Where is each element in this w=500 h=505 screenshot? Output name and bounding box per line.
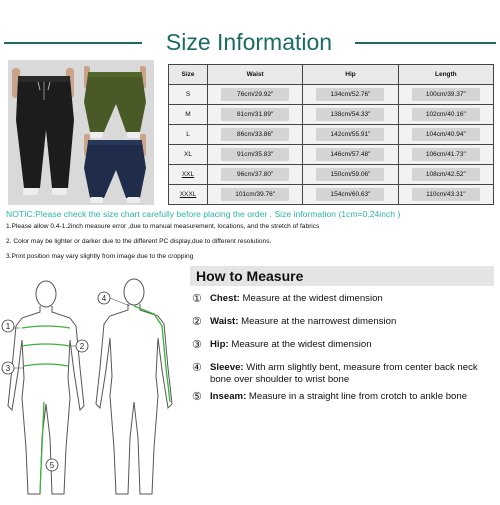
step-text [210, 339, 494, 351]
length-cell [398, 105, 493, 125]
svg-text:3: 3 [5, 364, 11, 373]
marker-1-icon [2, 320, 14, 332]
table-row [169, 125, 494, 145]
step-label: Chest: [210, 293, 240, 304]
waist-value: 76cm/29.92" [221, 88, 289, 101]
header-hip: Hip [303, 65, 398, 85]
hip-value: 150cm/59.06" [316, 168, 384, 181]
svg-text:2: 2 [79, 342, 85, 351]
hip-cell [303, 125, 398, 145]
step-label: Inseam: [210, 391, 247, 402]
note-measure-error: 1.Please allow 0.4-1.2inch measure error ,due to manual measurement, locations, and the stretch of fabrics [6, 223, 320, 230]
marker-2-icon [76, 340, 88, 352]
step-number: ⑤ [192, 391, 202, 403]
note-color: 2. Color may be lighter or darker due to the different PC display,due to different resolutions. [6, 238, 272, 245]
waist-value: 81cm/31.89" [221, 108, 289, 121]
header-waist: Waist [208, 65, 303, 85]
step-description: Measure in a straight line from crotch to ankle bone [246, 391, 468, 402]
step-description: Measure at the widest dimension [228, 339, 372, 350]
step-number: ② [192, 316, 202, 328]
back-body-figure [96, 279, 172, 494]
header-length: Length [398, 65, 493, 85]
table-row [169, 185, 494, 205]
waist-cell [208, 125, 303, 145]
step-label: Waist: [210, 316, 239, 327]
marker-3-icon [2, 362, 14, 374]
hip-cell [303, 165, 398, 185]
length-cell [398, 165, 493, 185]
svg-text:5: 5 [49, 461, 55, 470]
size-cell: XXXL [169, 185, 208, 205]
svg-text:4: 4 [101, 294, 107, 303]
waist-cell [208, 165, 303, 185]
title-divider-left [4, 42, 142, 44]
marker-4-icon [98, 292, 110, 304]
product-photo [8, 60, 154, 205]
length-cell [398, 145, 493, 165]
step-text [210, 316, 494, 328]
step-label: Hip: [210, 339, 229, 350]
length-value: 104cm/40.94" [412, 128, 480, 141]
hip-value: 154cm/60.63" [316, 188, 384, 201]
step-number: ③ [192, 339, 202, 351]
how-to-measure-title: How to Measure [196, 268, 304, 284]
waist-cell [208, 145, 303, 165]
length-value: 108cm/42.52" [412, 168, 480, 181]
step-number: ④ [192, 362, 202, 374]
length-cell [398, 125, 493, 145]
waist-cell [208, 185, 303, 205]
hip-value: 134cm/52.76" [316, 88, 384, 101]
step-description: Measure at the widest dimension [239, 293, 383, 304]
length-cell [398, 85, 493, 105]
waist-value: 96cm/37.80" [221, 168, 289, 181]
note-print-position: 3.Print position may vary slightly from image due to the cropping [6, 253, 194, 260]
waist-value: 101cm/39.76" [221, 188, 289, 201]
hip-cell [303, 85, 398, 105]
table-row [169, 145, 494, 165]
hip-cell [303, 105, 398, 125]
hip-value: 142cm/55.91" [316, 128, 384, 141]
length-value: 106cm/41.73" [412, 148, 480, 161]
size-cell: L [169, 125, 208, 145]
size-table [168, 64, 494, 205]
hip-cell [303, 185, 398, 205]
page-title: Size Information [165, 29, 333, 55]
waist-cell [208, 85, 303, 105]
step-text [210, 293, 494, 305]
length-value: 102cm/40.16" [412, 108, 480, 121]
size-cell: XL [169, 145, 208, 165]
table-row [169, 85, 494, 105]
step-description: Measure at the narrowest dimension [238, 316, 397, 327]
step-text [210, 391, 494, 403]
how-to-measure-header [190, 266, 494, 286]
length-value: 110cm/43.31" [412, 188, 480, 201]
measure-figures [0, 268, 180, 500]
step-description: With arm slightly bent, measure from center back neck bone over shoulder to wrist bone [210, 362, 478, 385]
length-value: 100cm/39.37" [412, 88, 480, 101]
marker-5-icon [46, 459, 58, 471]
title-divider-right [355, 42, 496, 44]
table-row [169, 105, 494, 125]
svg-text:1: 1 [5, 322, 11, 331]
step-label: Sleeve: [210, 362, 244, 373]
waist-value: 91cm/35.83" [221, 148, 289, 161]
header-size: Size [169, 65, 208, 85]
step-text [210, 362, 494, 386]
size-cell: M [169, 105, 208, 125]
size-cell: S [169, 85, 208, 105]
hip-value: 146cm/57.48" [316, 148, 384, 161]
hip-cell [303, 145, 398, 165]
hip-value: 138cm/54.33" [316, 108, 384, 121]
waist-value: 86cm/33.86" [221, 128, 289, 141]
size-notice: NOTIC:Please check the size chart carefully before placing the order . Size information (1cm=0.24inch ) [6, 209, 401, 219]
length-cell [398, 185, 493, 205]
front-body-figure [5, 281, 84, 494]
table-row [169, 165, 494, 185]
waist-cell [208, 105, 303, 125]
title-bar [0, 28, 500, 56]
step-number: ① [192, 293, 202, 305]
size-table-header-row [169, 65, 494, 85]
size-cell: XXL [169, 165, 208, 185]
